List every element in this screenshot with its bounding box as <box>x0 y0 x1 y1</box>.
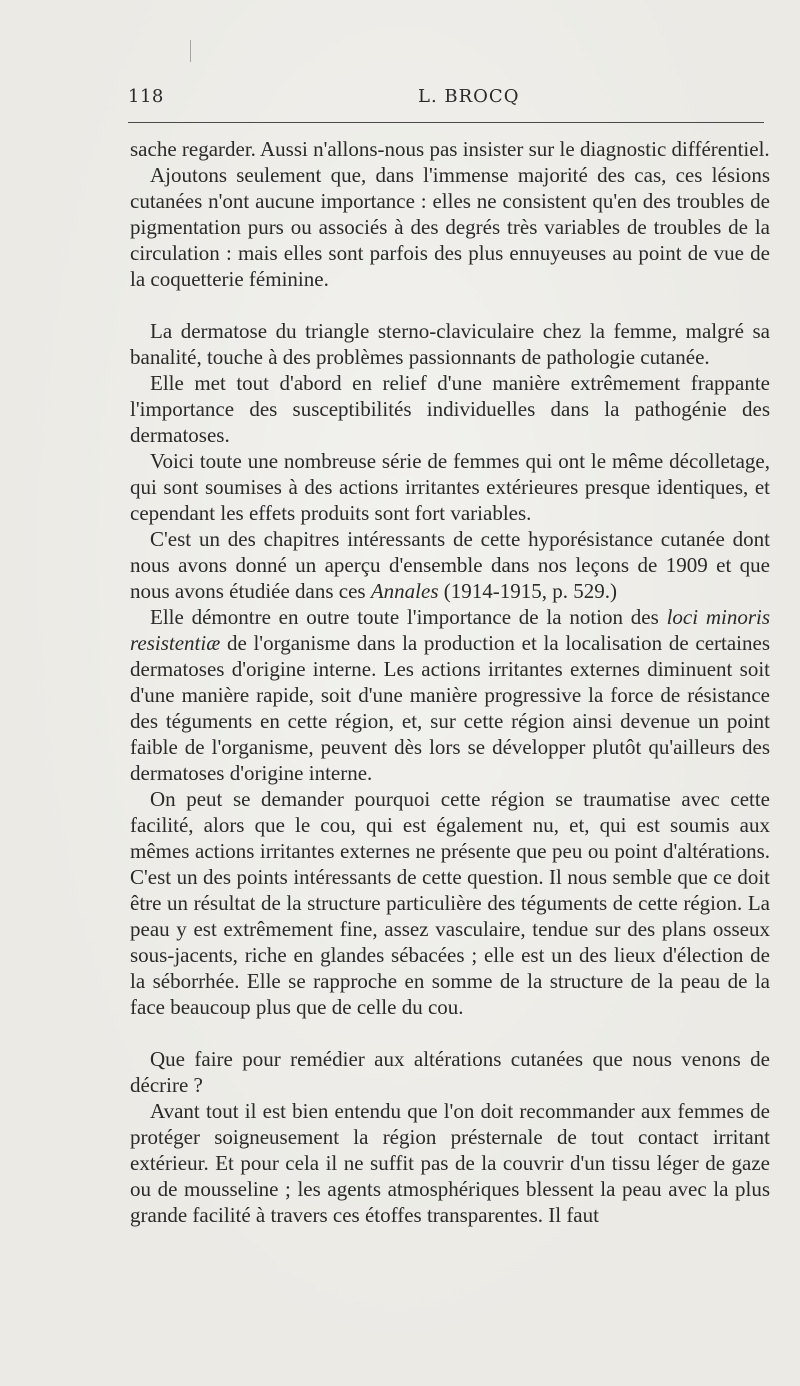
paragraph: Ajoutons seulement que, dans l'immense majorité des cas, ces lésions cutanées n'ont aucune importance : elles ne consistent qu'en des troubles de pigmentation purs ou associés à des degrés très variables de troubles de la circulation : mais elles sont parfois des plus ennuyeuses au point de vue de la coquetterie féminine. <box>130 163 770 291</box>
paragraph-text: C'est un des chapitres intéressants de cette hyporésistance cutanée dont nous avons donné un aperçu d'ensemble dans nos leçons de 1909 et que nous avons étudiée dans ces <box>130 527 770 603</box>
latin-term: loci minoris resistentiæ <box>130 605 771 655</box>
journal-title: Annales <box>370 579 439 603</box>
page-number: 118 <box>128 86 164 107</box>
paragraph <box>130 526 770 604</box>
running-head: L. BROCQ <box>418 86 520 107</box>
paragraph-text: Elle démontre en outre toute l'importance de la notion des <box>150 605 659 629</box>
printer-mark <box>190 40 191 62</box>
paragraph: La dermatose du triangle sterno-claviculaire chez la femme, malgré sa banalité, touche à des problèmes passionnants de pathologie cutanée. <box>130 319 770 369</box>
paragraph-text: de l'organisme dans la production et la localisation de certaines dermatoses d'origine interne. Les actions irritantes externes diminuent soit d'une manière rapide, soit d'une manière progressive la force de résistance des téguments en cette région, et, sur cette région ainsi devenue un point faible de l'organisme, peuvent dès lors se développer plutôt qu'ailleurs des dermatoses d'origine interne. <box>130 631 770 785</box>
header-rule <box>128 122 764 123</box>
citation: (1914-1915, p. 529.) <box>443 579 617 603</box>
body-text <box>130 136 770 1228</box>
paragraph: Avant tout il est bien entendu que l'on doit recommander aux femmes de protéger soigneusement la région présternale de tout contact irritant extérieur. Et pour cela il ne suffit pas de la couvrir d'un tissu léger de gaze ou de mousseline ; les agents atmosphériques blessent la peau avec la plus grande facilité à travers ces étoffes transparentes. Il faut <box>130 1099 770 1227</box>
paragraph: sache regarder. Aussi n'allons-nous pas insister sur le diagnostic différentiel. <box>130 137 770 161</box>
page-header <box>128 86 764 114</box>
paragraph: Elle met tout d'abord en relief d'une manière extrêmement frappante l'importance des susceptibilités individuelles dans la pathogénie des dermatoses. <box>130 371 770 447</box>
paragraph: Que faire pour remédier aux altérations cutanées que nous venons de décrire ? <box>130 1047 770 1097</box>
paragraph: Voici toute une nombreuse série de femmes qui ont le même décolletage, qui sont soumises à des actions irritantes extérieures presque identiques, et cependant les effets produits sont fort variables. <box>130 449 770 525</box>
paragraph: On peut se demander pourquoi cette région se traumatise avec cette facilité, alors que le cou, qui est également nu, et, qui est soumis aux mêmes actions irritantes externes ne présente que peu ou point d'altérations. C'est un des points intéressants de cette question. Il nous semble que ce doit être un résultat de la structure particulière des téguments de cette région. La peau y est extrêmement fine, assez vasculaire, tendue sur des plans osseux sous-jacents, riche en glandes sébacées ; elle est un des lieux d'élection de la séborrhée. Elle se rapproche en somme de la structure de la peau de la face beaucoup plus que de celle du cou. <box>130 787 770 1019</box>
paragraph <box>130 604 770 786</box>
